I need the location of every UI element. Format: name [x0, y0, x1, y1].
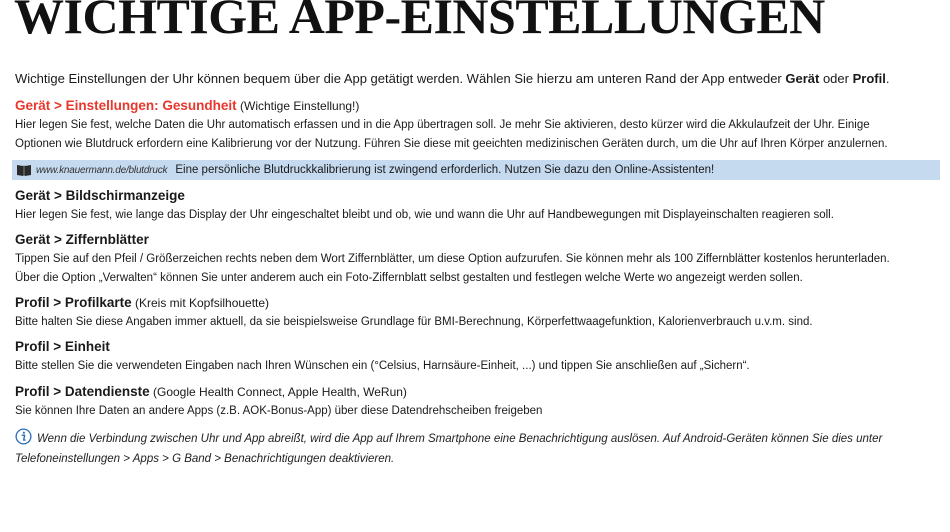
section-heading-text: Profil > Profilkarte — [15, 295, 132, 310]
section-body-line: Bitte stellen Sie die verwendeten Eingaben nach Ihren Wünschen ein (°Celsius, Harnsäure-Einheit, ...) und tippen Sie anschließen auf „Sichern“. — [15, 360, 750, 372]
info-icon — [15, 428, 32, 445]
section-body-line: Bitte halten Sie diese Angaben immer aktuell, da sie beispielsweise Grundlage für BMI-Berechnung, Körperfettwaagefunktion, Kalorienverbrauch u.v.m. sind. — [15, 316, 813, 328]
section-body-line: Optionen wie Blutdruck erfordern eine Kalibrierung vor der Nutzung. Führen Sie diese mit geeichten medizinischen Geräten durch, um die Uhr auf Ihren Körper anzulernen. — [15, 137, 888, 150]
section-body-line: Tippen Sie auf den Pfeil / Größerzeichen rechts neben dem Wort Ziffernblätter, um diese Option aufzurufen. Sie können mehr als 100 Ziffernblätter kostenlos herunterladen. — [15, 253, 890, 265]
info-line — [15, 449, 940, 469]
intro-paragraph — [15, 70, 940, 88]
section-units — [15, 337, 940, 376]
section-body-line: Sie können Ihre Daten an andere Apps (z.B. AOK-Bonus-App) über diese Datendrehscheiben freigeben — [15, 405, 543, 417]
info-line — [15, 428, 940, 449]
section-heading — [15, 293, 940, 313]
section-heading — [15, 186, 940, 206]
section-heading — [15, 96, 940, 116]
hint-text: Eine persönliche Blutdruckkalibrierung ist zwingend erforderlich. Nutzen Sie dazu den Online-Assistenten! — [175, 164, 715, 176]
section-heading-text: Profil > Datendienste — [15, 384, 150, 399]
section-note: (Wichtige Einstellung!) — [236, 99, 360, 113]
section-heading-text: Gerät > Bildschirmanzeige — [15, 188, 185, 203]
intro-text-middle: oder — [819, 71, 853, 86]
page-title: WICHTIGE APP-EINSTELLUNGEN — [14, 0, 825, 44]
intro-bold-profile: Profil — [852, 71, 886, 86]
info-text-line1: Wenn die Verbindung zwischen Uhr und App abreißt, wird die App auf Ihrem Smartphone eine Benachrichtigung auslösen. Auf Android-Geräten können Sie dies unter — [37, 433, 883, 445]
section-body-line: Hier legen Sie fest, wie lange das Display der Uhr eingeschaltet bleibt und ob, wie und wann die Uhr auf Handbewegungen mit Displayeinschalten reagieren soll. — [15, 209, 834, 221]
book-icon — [16, 163, 32, 177]
section-health-settings — [15, 96, 940, 153]
section-heading-text: Gerät > Ziffernblätter — [15, 232, 149, 247]
section-heading — [15, 382, 940, 402]
section-note: (Google Health Connect, Apple Health, WeRun) — [149, 385, 407, 399]
section-heading — [15, 230, 940, 250]
section-display — [15, 186, 940, 225]
section-profile-card — [15, 293, 940, 332]
intro-text-after: . — [885, 71, 890, 86]
section-body-line: Über die Option „Verwalten“ können Sie unter anderem auch ein Foto-Ziffernblatt selbst gestalten und festlegen welche Werte wo angezeigt werden sollen. — [15, 271, 803, 284]
section-heading — [15, 337, 940, 357]
section-heading-text: Profil > Einheit — [15, 339, 110, 354]
section-note: (Kreis mit Kopfsilhouette) — [131, 296, 270, 310]
hint-link[interactable]: www.knauermann.de/blutdruck — [36, 164, 168, 176]
section-body-line: Hier legen Sie fest, welche Daten die Uhr automatisch erfassen und in die App übertragen soll. Je mehr Sie aktivieren, desto kürzer wird die Akkulaufzeit der Uhr. Einige — [15, 119, 870, 131]
info-text-line2: Telefoneinstellungen > Apps > G Band > Benachrichtigungen deaktivieren. — [15, 453, 395, 465]
info-block — [15, 428, 940, 469]
section-heading-text: Gerät > Einstellungen: Gesundheit — [15, 98, 237, 113]
intro-bold-device: Gerät — [785, 71, 820, 86]
intro-text-before: Wichtige Einstellungen der Uhr können bequem über die App getätigt werden. Wählen Sie hierzu am unteren Rand der App entweder — [15, 71, 786, 86]
hint-bar — [12, 160, 940, 180]
section-data-services — [15, 382, 940, 421]
section-watch-faces — [15, 230, 940, 287]
